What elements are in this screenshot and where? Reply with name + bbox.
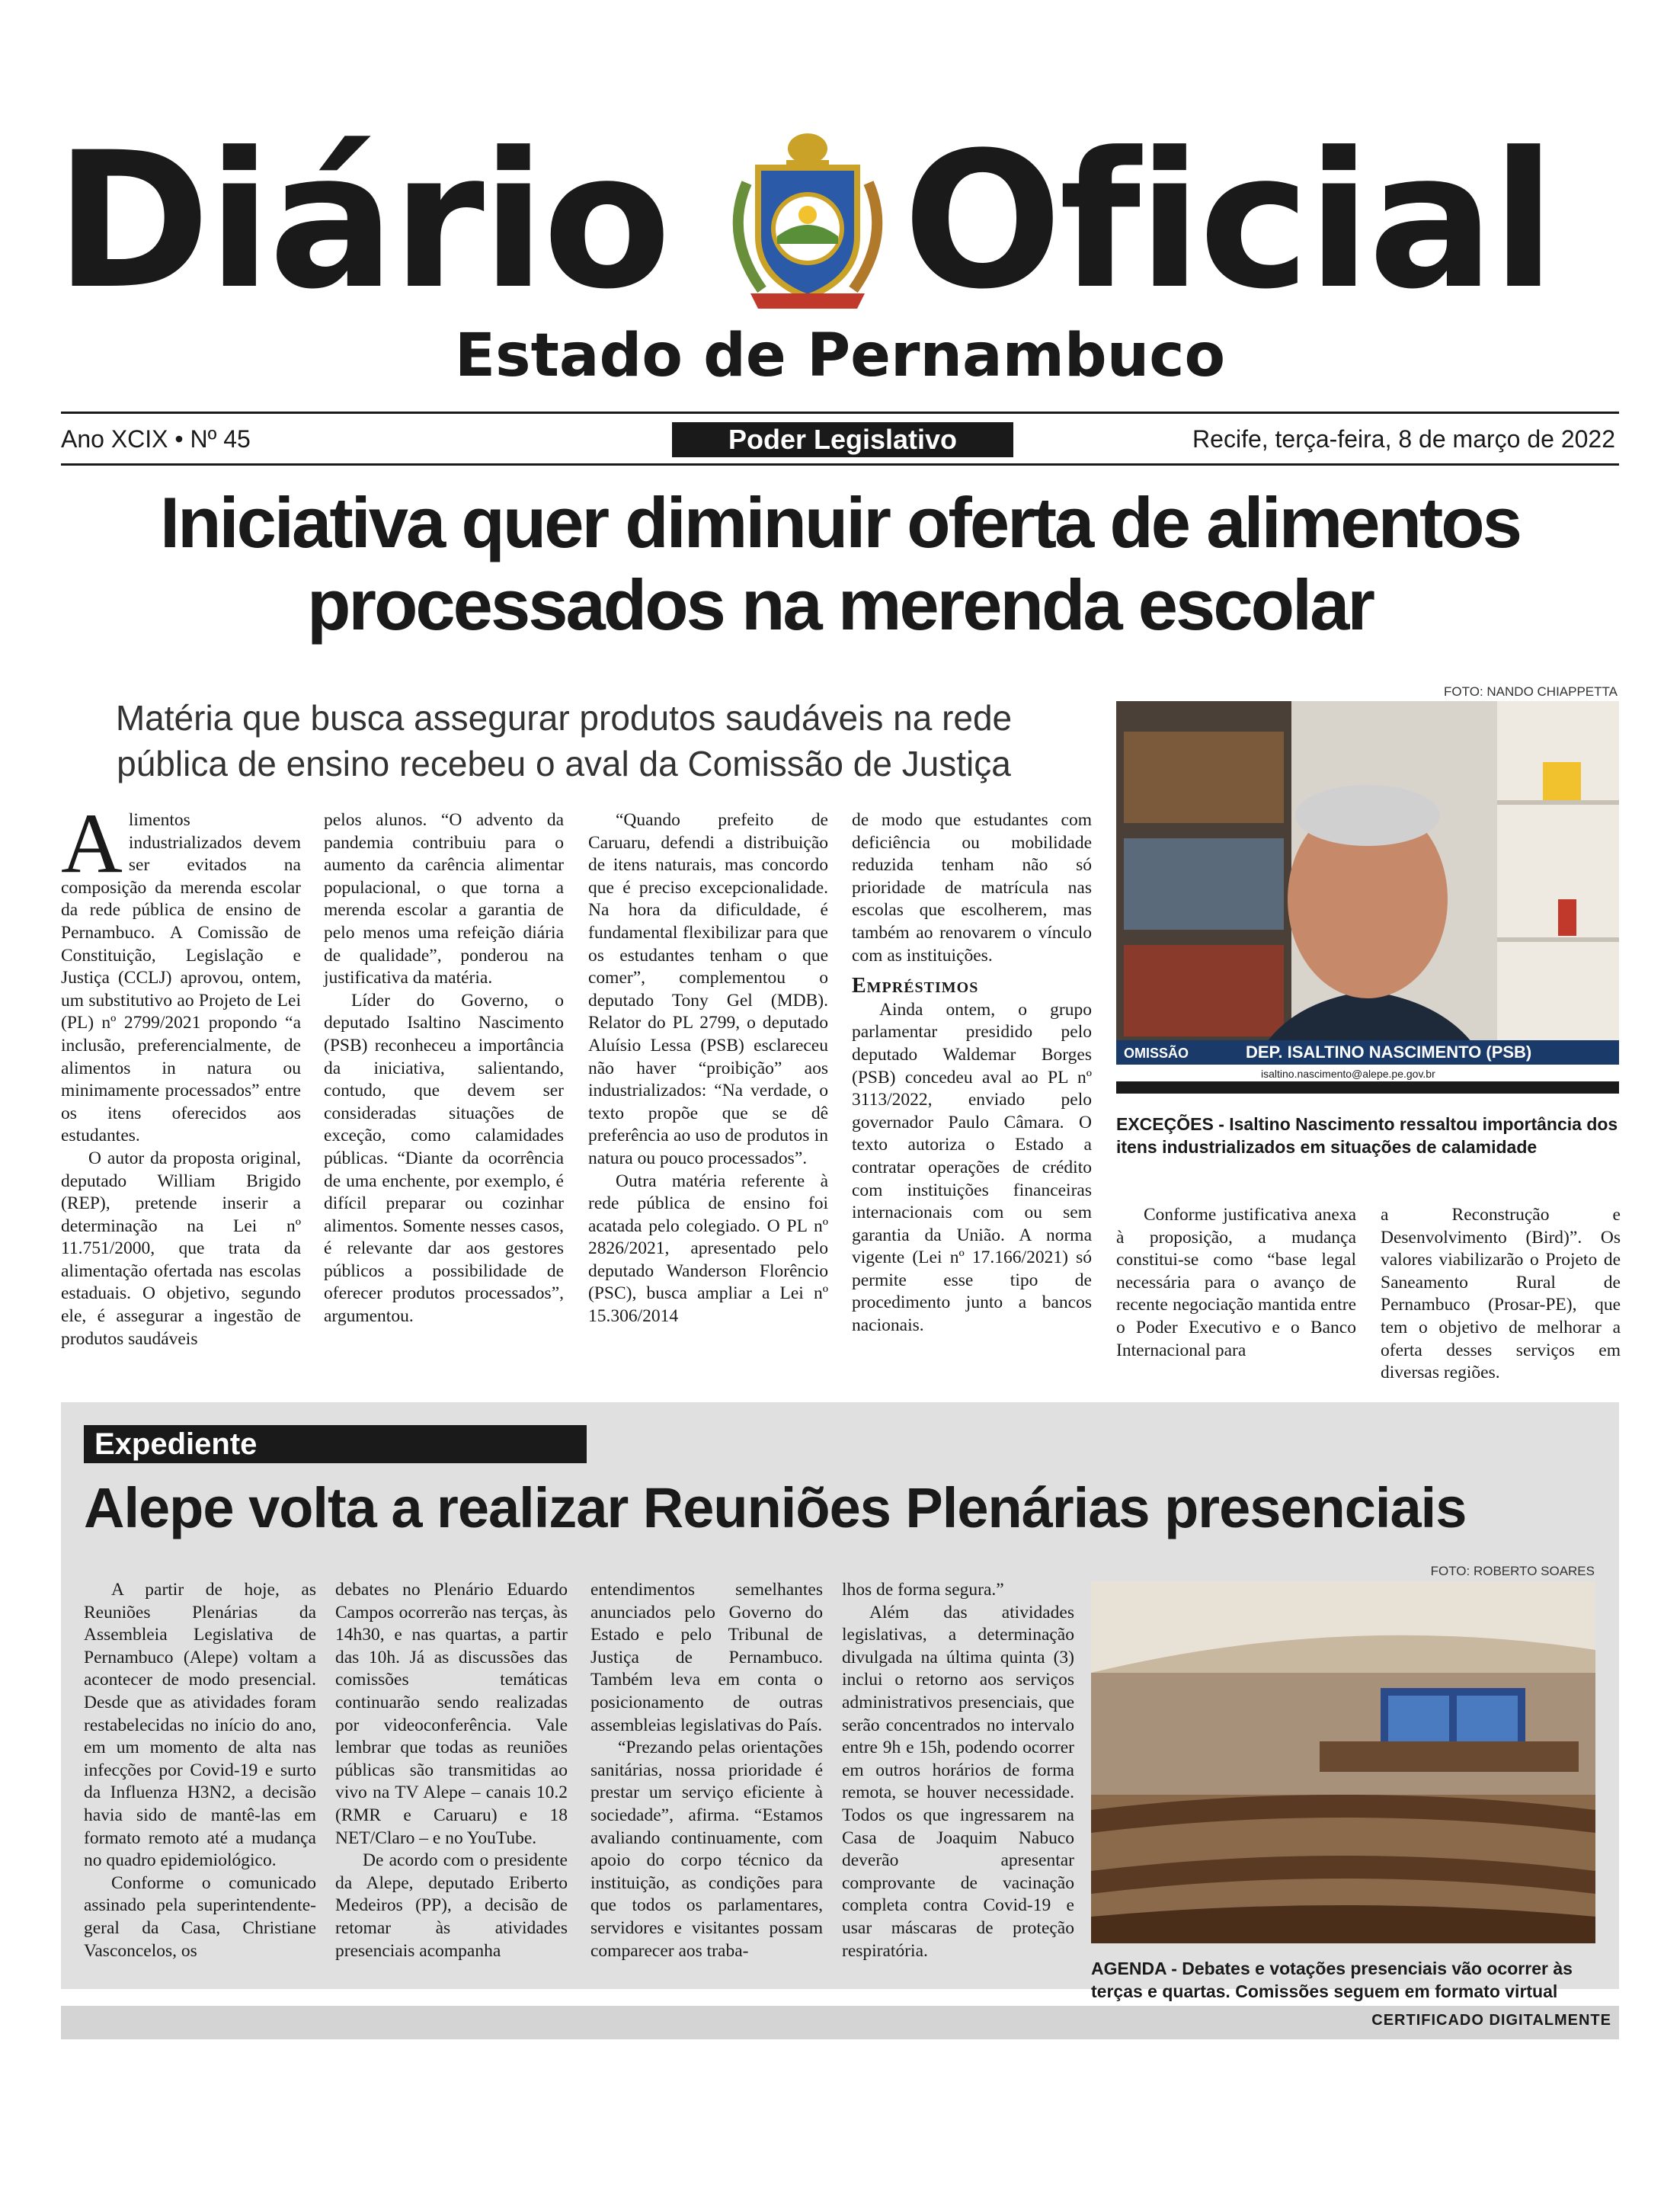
lead-col1-para2: O autor da proposta original, deputado William Brigido (REP), pretende inserir a determinação na Lei nº 11.751/2000, que trata da alimentação ofertada nas escolas estaduais. O objetivo, segundo ele, é assegurar a ingestão de produtos saudáveis xyxy=(61,1148,301,1349)
lead-column-6 xyxy=(1381,1204,1621,1385)
lower-third-name: DEP. ISALTINO NASCIMENTO (PSB) xyxy=(1246,1043,1532,1062)
lead-col2-para1: pelos alunos. “O advento da pandemia contribuiu para o aumento da carência alimentar populacional, o que torna a merenda escolar a garantia de pelo menos uma refeição diária de qualidade”, ponderou na justificativa da matéria. xyxy=(324,810,564,988)
lead-col4-para2: Ainda ontem, o grupo parlamentar presidido pelo deputado Waldemar Borges (PSB) concedeu aval ao PL nº 3113/2022, enviado pelo governador Paulo Câmara. O texto autoriza o Estado a contratar operações de crédito com instituições financeiras internacionais com ou sem garantia da União. A norma vigente (Lei nº 17.166/2021) só permite esse tipo de procedimento junto a bancos nacionais. xyxy=(852,999,1092,1336)
masthead-title-left: Diário xyxy=(55,113,669,331)
exp-col1-para1: A partir de hoje, as Reuniões Plenárias da Assembleia Legislativa de Pernambuco (Alepe) voltam a acontecer de modo presencial. Desde que as atividades foram restabelecidas no início do ano, em um momento de alta nas infecções por Covid-19 e surto da Influenza H3N2, a decisão havia sido de mantê-las em formato remoto até a mudança no quadro epidemiológico. xyxy=(84,1580,316,1871)
lead-column-2 xyxy=(324,809,564,1328)
lead-column-1 xyxy=(61,796,301,1350)
photo-caption-1: EXCEÇÕES - Isaltino Nascimento ressaltou importância dos itens industrializados em situações de calamidade xyxy=(1116,1114,1618,1157)
exp-col3-para2: “Prezando pelas orientações sanitárias, nossa prioridade é prestar um serviço eficiente à sociedade”, afirma. “Estamos avaliando continuamente, com apoio do corpo técnico da instituição, as condições para que todos os parlamentares, servidores e visitantes possam comparecer aos traba- xyxy=(590,1738,823,1961)
exp-column-4 xyxy=(842,1579,1074,1962)
lead-headline-line2: processados na merenda escolar xyxy=(306,565,1374,645)
lead-col1-para1: Alimentos industrializados devem ser evitados na composição da merenda escolar da rede pública de ensino de Pernambuco. A Comissão de Constituição, Legislação e Justiça (CCLJ) aprovou, ontem, um substitutivo ao Projeto de Lei (PL) nº 2799/2021 propondo “a inclusão, preferencialmente, de alimentos in natura ou minimamente processados” entre os itens oferecidos aos estudantes. xyxy=(61,796,301,1146)
lead-column-3 xyxy=(588,809,828,1328)
masthead-title-right: Oficial xyxy=(903,113,1553,331)
lead-deck xyxy=(46,695,1082,786)
expediente-tag: Expediente xyxy=(84,1425,587,1463)
lead-col5-para1: Conforme justificativa anexa à proposição, a mudança constitui-se como “base legal necessária para o avanço de recente negociação mantida entre o Poder Executivo e o Banco Internacional para xyxy=(1116,1205,1356,1360)
photo-credit-2: FOTO: ROBERTO SOARES xyxy=(1430,1564,1595,1578)
plenary-photo xyxy=(1091,1581,1595,1943)
lead-col3-para1: “Quando prefeito de Caruaru, defendi a distribuição de itens naturais, mas concordo que é preciso excepcionalidade. Na hora da dificuldade, é fundamental flexibilizar para que os estudantes tenham o que comer”, complementou o deputado Tony Gel (MDB). Relator do PL 2799, o deputado Aluísio Lessa (PSB) esclareceu não haver “proibição” aos industrializados: “Na verdade, o texto propõe que se dê preferência ao uso de produtos in natura ou pouco processados”. xyxy=(588,810,828,1168)
exp-col1-para2: Conforme o comunicado assinado pela superintendente-geral da Casa, Christiane Vasconcelos, os xyxy=(84,1872,316,1961)
exp-col4-para1: lhos de forma segura.” xyxy=(842,1580,1004,1600)
issue-number: Ano XCIX • Nº 45 xyxy=(61,425,251,453)
photo-caption-2: AGENDA - Debates e votações presenciais vão ocorrer às terças e quartas. Comissões seguem em formato virtual xyxy=(1091,1959,1573,2001)
photo-credit-1: FOTO: NANDO CHIAPPETTA xyxy=(1444,684,1618,699)
lead-col6-para1: a Reconstrução e Desenvolvimento (Bird)”. Os valores viabilizarão o Projeto de Saneamento Rural de Pernambuco (Prosar-PE), que tem o objetivo de melhorar a oferta desses serviços em diversas regiões. xyxy=(1381,1205,1621,1383)
exp-col2-para1: debates no Plenário Eduardo Campos ocorrerão nas terças, às 14h30, e nas quartas, a partir das 10h. Já as discussões das comissões temáticas continuarão sendo realizadas por videoconferência. Vale lembrar que todas as reuniões públicas são transmitidas ao vivo na TV Alepe – canais 10.2 (RMR e Caruaru) e 18 NET/Claro – e no YouTube. xyxy=(335,1580,568,1848)
deputy-video-photo xyxy=(1116,701,1619,1094)
lead-headline xyxy=(30,482,1650,646)
lead-headline-line1: Iniciativa quer diminuir oferta de alimentos xyxy=(160,482,1520,562)
lead-column-5 xyxy=(1116,1204,1356,1362)
lead-col4-para1: de modo que estudantes com deficiência ou mobilidade reduzida tenham não só prioridade de matrícula nas escolas que escolherem, mas também ao renovarem o vínculo com as instituições. xyxy=(852,810,1092,966)
section-badge: Poder Legislativo xyxy=(672,422,1013,457)
exp-col3-para1: entendimentos semelhantes anunciados pelo Governo do Estado e pelo Tribunal de Justiça de Pernambuco. Também leva em conta o posicionamento de outras assembleias legislativas do País. xyxy=(590,1580,823,1735)
exp-column-2 xyxy=(335,1579,568,1962)
expediente-headline: Alepe volta a realizar Reuniões Plenárias presenciais xyxy=(84,1476,1467,1539)
pernambuco-coat-of-arms-icon xyxy=(716,122,899,312)
bottom-rule xyxy=(61,463,1619,466)
lead-col2-para2: Líder do Governo, o deputado Isaltino Nascimento (PSB) reconheceu a importância da iniciativa, salientando, contudo, que devem ser consideradas situações de exceção, como calamidades públicas. “Diante da ocorrência de uma enchente, por exemplo, é difícil preparar ou cozinhar alimentos. Somente nesses casos, é relevante dar aos gestores públicos a possibilidade de oferecer produtos processados”, argumentou. xyxy=(324,990,564,1327)
lower-third-email: isaltino.nascimento@alepe.pe.gov.br xyxy=(1261,1068,1435,1080)
lead-column-4 xyxy=(852,809,1092,1337)
exp-col2-para2: De acordo com o presidente da Alepe, deputado Eriberto Medeiros (PP), a decisão de retomar às atividades presenciais acompanha xyxy=(335,1850,568,1961)
masthead-subtitle: Estado de Pernambuco xyxy=(454,322,1226,390)
issue-date: Recife, terça-feira, 8 de março de 2022 xyxy=(1192,425,1615,453)
exp-col4-para2: Além das atividades legislativas, a determinação divulgada na última quinta (3) inclui o retorno aos serviços administrativos presenciais, que serão concentrados no intervalo entre 9h e 15h, podendo ocorrer em outros horários de forma remota, se houver necessidade. Todos os que ingressarem na Casa de Joaquim Nabuco deverão apresentar comprovante de vacinação completa contra Covid-19 e usar máscaras de proteção respiratória. xyxy=(842,1602,1074,1961)
lower-third-tag: OMISSÃO xyxy=(1124,1046,1189,1061)
lead-col4-subhead: Empréstimos xyxy=(852,974,979,998)
top-rule xyxy=(61,412,1619,414)
exp-column-1 xyxy=(84,1579,316,1962)
lead-deck-line2: pública de ensino recebeu o aval da Comissão de Justiça xyxy=(117,744,1011,783)
drop-cap: A xyxy=(61,796,123,891)
footer-certification: CERTIFICADO DIGITALMENTE xyxy=(1371,2012,1611,2029)
exp-column-3 xyxy=(590,1579,823,1962)
lead-deck-line1: Matéria que busca assegurar produtos saudáveis na rede xyxy=(115,698,1013,738)
lead-col3-para2: Outra matéria referente à rede pública de ensino foi acatada pelo colegiado. O PL nº 2826/2021, apresentado pelo deputado Wanderson Florêncio (PSC), busca ampliar a Lei nº 15.306/2014 xyxy=(588,1171,828,1327)
